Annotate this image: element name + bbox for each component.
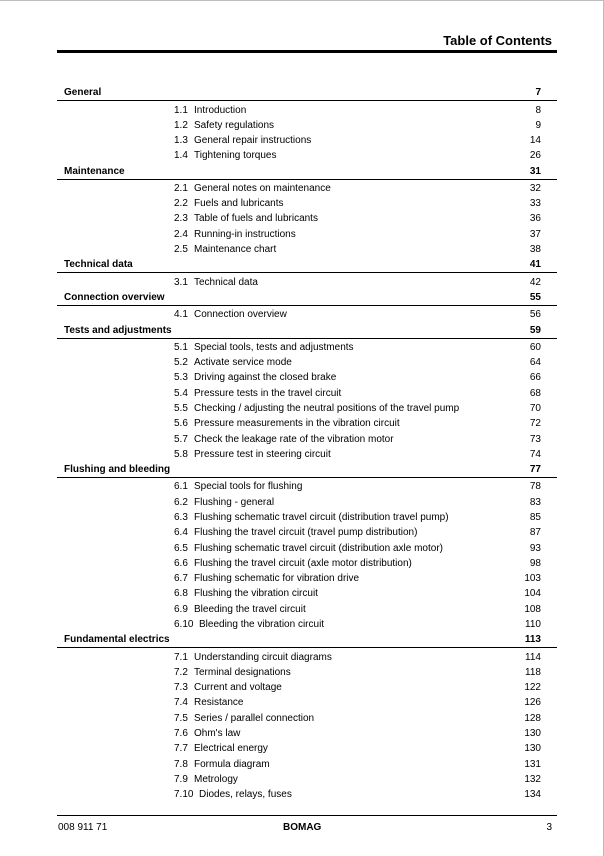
chapter-underline <box>57 100 557 101</box>
toc-section-number: 4.1 <box>174 309 188 320</box>
chapter-underline <box>57 647 557 648</box>
toc-page-number: 85 <box>529 512 541 523</box>
toc-section-number: 7.10 <box>174 789 194 800</box>
toc-page-number: 130 <box>524 728 541 739</box>
toc-section-title: Activate service mode <box>194 357 292 368</box>
toc-page-number: 26 <box>529 150 541 161</box>
chapter-underline <box>57 477 557 478</box>
toc-section-row[interactable] <box>0 417 604 431</box>
toc-section-number: 2.1 <box>174 183 188 194</box>
toc-section-number: 2.2 <box>174 198 188 209</box>
toc-page-number: 72 <box>529 418 541 429</box>
document-number: 008 911 71 <box>58 822 108 833</box>
toc-page-number: 132 <box>524 774 541 785</box>
toc-section-title: Pressure measurements in the vibration circuit <box>194 418 400 429</box>
toc-section-title: Special tools, tests and adjustments <box>194 342 354 353</box>
toc-section-row[interactable] <box>0 387 604 401</box>
toc-section-title: Series / parallel connection <box>194 713 315 724</box>
toc-page-number: 110 <box>525 619 541 630</box>
toc-section-row[interactable] <box>0 742 604 756</box>
toc-section-row[interactable] <box>0 228 604 242</box>
toc-section-title: Checking / adjusting the neutral positions of the travel pump <box>194 403 460 414</box>
toc-chapter-row[interactable] <box>0 258 604 272</box>
page-title: Table of Contents <box>443 33 552 48</box>
toc-section-row[interactable] <box>0 666 604 680</box>
toc-page-number: 78 <box>529 481 541 492</box>
toc-section-number: 1.2 <box>174 120 188 131</box>
toc-chapter-row[interactable] <box>0 463 604 477</box>
toc-page-number: 130 <box>524 743 541 754</box>
toc-section-title: Fuels and lubricants <box>194 198 284 209</box>
toc-section-title: Flushing schematic for vibration drive <box>194 573 360 584</box>
toc-section-title: Tightening torques <box>194 150 277 161</box>
toc-section-number: 5.4 <box>174 388 188 399</box>
toc-section-number: 5.6 <box>174 418 188 429</box>
page-number: 3 <box>546 822 552 833</box>
toc-section-number: 2.4 <box>174 229 188 240</box>
toc-page-number: 128 <box>524 713 541 724</box>
toc-page-number: 114 <box>525 652 541 663</box>
toc-section-number: 7.5 <box>174 713 188 724</box>
toc-section-title: Formula diagram <box>194 759 270 770</box>
toc-section-title: Resistance <box>194 697 244 708</box>
toc-page-number: 37 <box>529 229 541 240</box>
toc-section-row[interactable] <box>0 371 604 385</box>
toc-page-number: 66 <box>529 372 541 383</box>
toc-section-title: Electrical energy <box>194 743 268 754</box>
toc-section-row[interactable] <box>0 356 604 370</box>
toc-chapter-row[interactable] <box>0 86 604 100</box>
toc-section-title: Flushing schematic travel circuit (distribution axle motor) <box>194 543 443 554</box>
toc-section-row[interactable] <box>0 712 604 726</box>
toc-section-title: Flushing the vibration circuit <box>194 588 318 599</box>
toc-section-title: Terminal designations <box>194 667 291 678</box>
brand-name: BOMAG <box>283 822 322 833</box>
toc-section-row[interactable] <box>0 197 604 211</box>
toc-page-number: 118 <box>525 667 541 678</box>
toc-section-row[interactable] <box>0 182 604 196</box>
toc-section-number: 5.2 <box>174 357 188 368</box>
toc-page-number: 55 <box>529 292 541 303</box>
toc-chapter-title: Connection overview <box>64 292 165 303</box>
toc-section-title: General repair instructions <box>194 135 312 146</box>
toc-section-row[interactable] <box>0 696 604 710</box>
toc-section-number: 7.3 <box>174 682 188 693</box>
toc-page-number: 42 <box>529 277 541 288</box>
toc-section-number: 7.4 <box>174 697 188 708</box>
toc-section-row[interactable] <box>0 480 604 494</box>
toc-page-number: 104 <box>524 588 541 599</box>
toc-chapter-title: Technical data <box>64 259 133 270</box>
toc-page-number: 9 <box>535 120 541 131</box>
toc-section-title: Current and voltage <box>194 682 282 693</box>
toc-page-number: 108 <box>524 604 541 615</box>
toc-chapter-title: General <box>64 87 102 98</box>
toc-section-row[interactable] <box>0 773 604 787</box>
toc-section-title: Connection overview <box>194 309 287 320</box>
page-top-border <box>0 0 604 1</box>
toc-section-number: 6.5 <box>174 543 188 554</box>
toc-page-number: 38 <box>529 244 541 255</box>
toc-section-number: 7.2 <box>174 667 188 678</box>
toc-page-number: 134 <box>524 789 541 800</box>
toc-section-row[interactable] <box>0 433 604 447</box>
toc-section-row[interactable] <box>0 149 604 163</box>
toc-section-number: 1.4 <box>174 150 188 161</box>
toc-section-row[interactable] <box>0 243 604 257</box>
toc-section-title: Maintenance chart <box>194 244 277 255</box>
toc-section-row[interactable] <box>0 212 604 226</box>
toc-section-title: Pressure tests in the travel circuit <box>194 388 342 399</box>
toc-chapter-row[interactable] <box>0 324 604 338</box>
toc-chapter-title: Maintenance <box>64 166 125 177</box>
toc-section-title: Diodes, relays, fuses <box>199 789 292 800</box>
chapter-underline <box>57 338 557 339</box>
toc-section-row[interactable] <box>0 119 604 133</box>
toc-page-number: 83 <box>529 497 541 508</box>
toc-section-row[interactable] <box>0 603 604 617</box>
toc-page-number: 36 <box>529 213 541 224</box>
toc-section-row[interactable] <box>0 341 604 355</box>
toc-section-number: 6.3 <box>174 512 188 523</box>
toc-section-title: Pressure test in steering circuit <box>194 449 331 460</box>
toc-section-row[interactable] <box>0 511 604 525</box>
toc-section-title: Check the leakage rate of the vibration motor <box>194 434 394 445</box>
toc-section-title: General notes on maintenance <box>194 183 331 194</box>
toc-section-number: 5.7 <box>174 434 188 445</box>
toc-page-number: 14 <box>529 135 541 146</box>
toc-section-number: 7.7 <box>174 743 188 754</box>
toc-section-row[interactable] <box>0 557 604 571</box>
chapter-underline <box>57 305 557 306</box>
toc-section-number: 6.10 <box>174 619 194 630</box>
toc-section-title: Flushing the travel circuit (travel pump distribution) <box>194 527 418 538</box>
toc-page-number: 87 <box>529 527 541 538</box>
toc-section-title: Bleeding the travel circuit <box>194 604 306 615</box>
toc-section-row[interactable] <box>0 572 604 586</box>
toc-section-row[interactable] <box>0 587 604 601</box>
toc-section-number: 6.6 <box>174 558 188 569</box>
header-rule <box>57 50 557 53</box>
toc-page-number: 98 <box>529 558 541 569</box>
toc-section-number: 5.5 <box>174 403 188 414</box>
toc-section-row[interactable] <box>0 104 604 118</box>
toc-page-number: 7 <box>535 87 541 98</box>
toc-page-number: 93 <box>529 543 541 554</box>
toc-chapter-row[interactable] <box>0 291 604 305</box>
toc-section-title: Flushing - general <box>194 497 275 508</box>
toc-section-number: 6.8 <box>174 588 188 599</box>
toc-page-number: 70 <box>529 403 541 414</box>
toc-section-number: 6.1 <box>174 481 188 492</box>
toc-section-number: 7.9 <box>174 774 188 785</box>
toc-page-number: 41 <box>529 259 541 270</box>
toc-page-number: 122 <box>524 682 541 693</box>
toc-section-row[interactable] <box>0 308 604 322</box>
toc-chapter-row[interactable] <box>0 633 604 647</box>
toc-page-number: 8 <box>535 105 541 116</box>
footer-rule <box>57 815 557 816</box>
toc-section-row[interactable] <box>0 134 604 148</box>
toc-section-title: Running-in instructions <box>194 229 296 240</box>
toc-section-row[interactable] <box>0 681 604 695</box>
toc-page-number: 59 <box>529 325 541 336</box>
toc-section-row[interactable] <box>0 496 604 510</box>
toc-page-number: 32 <box>529 183 541 194</box>
toc-section-number: 5.1 <box>174 342 188 353</box>
toc-section-row[interactable] <box>0 402 604 416</box>
toc-section-title: Understanding circuit diagrams <box>194 652 332 663</box>
toc-section-row[interactable] <box>0 448 604 462</box>
toc-section-title: Table of fuels and lubricants <box>194 213 318 224</box>
toc-page-number: 60 <box>529 342 541 353</box>
toc-chapter-row[interactable] <box>0 165 604 179</box>
toc-section-number: 2.5 <box>174 244 188 255</box>
toc-section-row[interactable] <box>0 618 604 632</box>
toc-section-number: 7.6 <box>174 728 188 739</box>
toc-section-title: Technical data <box>194 277 258 288</box>
toc-section-number: 6.9 <box>174 604 188 615</box>
toc-section-title: Metrology <box>194 774 238 785</box>
toc-page-number: 64 <box>529 357 541 368</box>
toc-section-row[interactable] <box>0 542 604 556</box>
toc-page-number: 74 <box>529 449 541 460</box>
toc-section-number: 1.1 <box>174 105 188 116</box>
toc-section-number: 6.7 <box>174 573 188 584</box>
toc-page-number: 68 <box>529 388 541 399</box>
toc-section-title: Flushing the travel circuit (axle motor distribution) <box>194 558 412 569</box>
toc-section-number: 6.2 <box>174 497 188 508</box>
toc-section-row[interactable] <box>0 727 604 741</box>
toc-section-title: Safety regulations <box>194 120 275 131</box>
toc-section-title: Bleeding the vibration circuit <box>199 619 325 630</box>
toc-section-title: Flushing schematic travel circuit (distribution travel pump) <box>194 512 449 523</box>
toc-section-title: Ohm's law <box>194 728 241 739</box>
toc-section-number: 7.8 <box>174 759 188 770</box>
toc-page-number: 113 <box>524 634 541 645</box>
toc-section-number: 5.3 <box>174 372 188 383</box>
toc-page-number: 126 <box>524 697 541 708</box>
toc-section-row[interactable] <box>0 526 604 540</box>
toc-section-row[interactable] <box>0 758 604 772</box>
toc-section-number: 1.3 <box>174 135 188 146</box>
toc-section-number: 5.8 <box>174 449 188 460</box>
toc-page-number: 77 <box>529 464 541 475</box>
toc-page-number: 31 <box>529 166 541 177</box>
toc-section-number: 6.4 <box>174 527 188 538</box>
toc-chapter-title: Flushing and bleeding <box>64 464 171 475</box>
toc-page-number: 73 <box>529 434 541 445</box>
toc-section-row[interactable] <box>0 651 604 665</box>
toc-page-number: 33 <box>529 198 541 209</box>
toc-section-title: Special tools for flushing <box>194 481 303 492</box>
toc-section-row[interactable] <box>0 788 604 802</box>
chapter-underline <box>57 179 557 180</box>
toc-page-number: 56 <box>529 309 541 320</box>
toc-section-number: 7.1 <box>174 652 188 663</box>
toc-section-number: 2.3 <box>174 213 188 224</box>
toc-section-title: Driving against the closed brake <box>194 372 337 383</box>
toc-section-number: 3.1 <box>174 277 188 288</box>
toc-page-number: 131 <box>524 759 541 770</box>
toc-chapter-title: Tests and adjustments <box>64 325 172 336</box>
toc-page-number: 103 <box>524 573 541 584</box>
chapter-underline <box>57 272 557 273</box>
toc-section-row[interactable] <box>0 276 604 290</box>
toc-chapter-title: Fundamental electrics <box>64 634 170 645</box>
toc-section-title: Introduction <box>194 105 247 116</box>
